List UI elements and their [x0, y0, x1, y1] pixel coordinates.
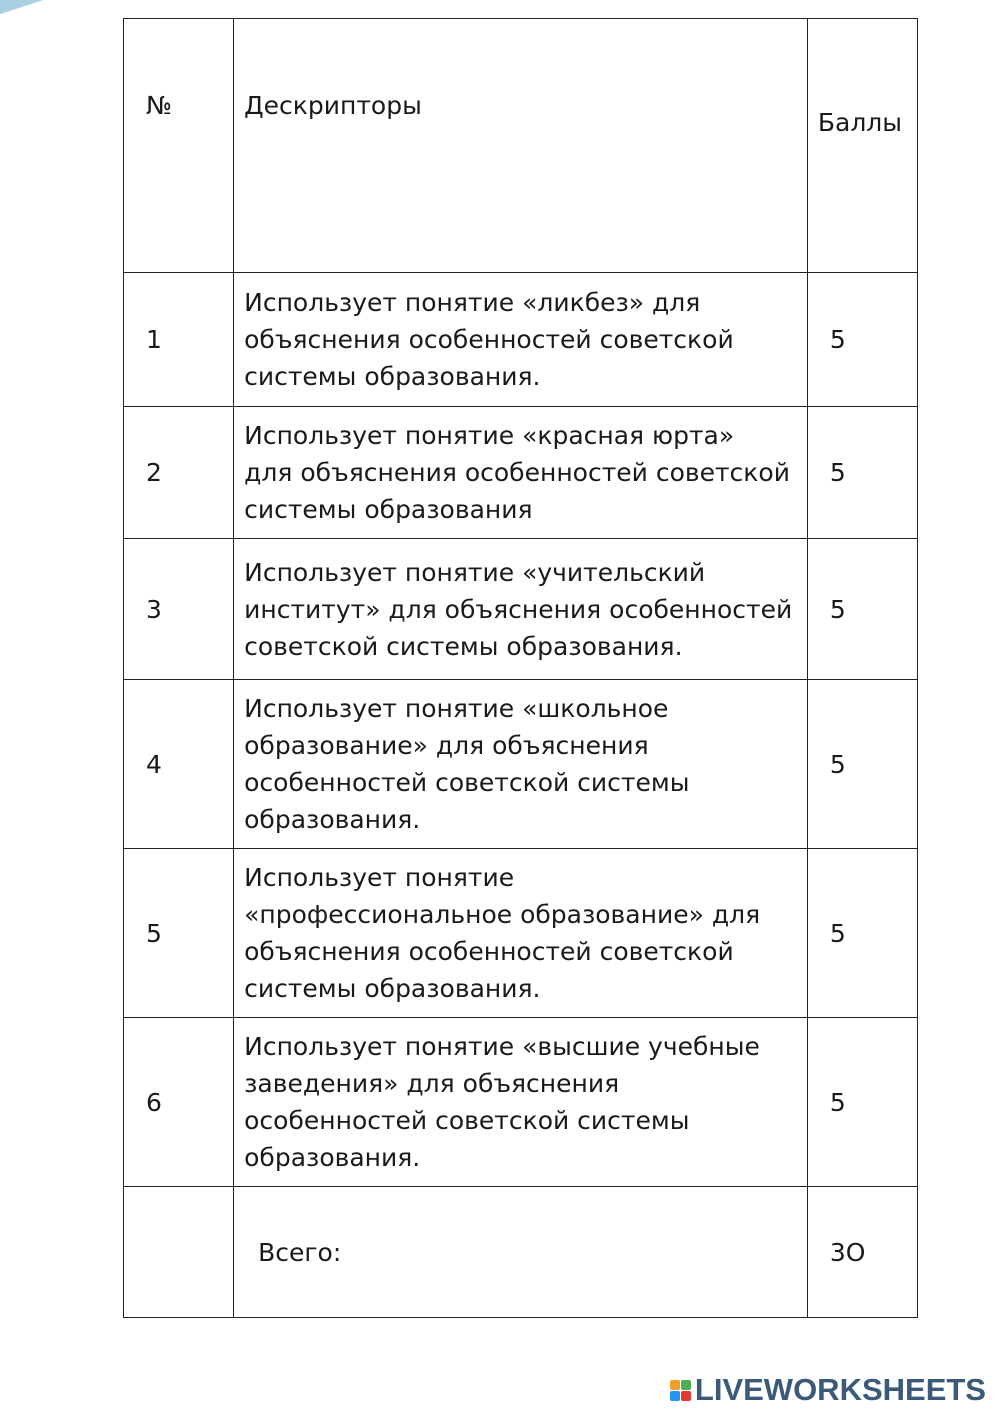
- table-row: [124, 1018, 918, 1187]
- liveworksheets-logo-icon: [670, 1380, 691, 1401]
- row-descriptor-text: Использует понятие «ликбез» для объяснения особенностей советской системы образования.: [244, 288, 734, 391]
- table-row: [124, 273, 918, 407]
- row-descriptor-text: Использует понятие «школьное образование» для объяснения особенностей советской системы образования.: [244, 694, 690, 834]
- row-descriptor: [234, 849, 808, 1018]
- row-score: 5: [807, 539, 917, 680]
- table-row: [124, 407, 918, 539]
- table-row: [124, 680, 918, 849]
- row-num: 6: [124, 1018, 234, 1187]
- total-row: [124, 1187, 918, 1318]
- table-row: [124, 539, 918, 680]
- row-score: 5: [807, 1018, 917, 1187]
- table-row: [124, 849, 918, 1018]
- row-descriptor-text: Использует понятие «профессиональное образование» для объяснения особенностей советской системы образования.: [244, 863, 761, 1003]
- row-score: 5: [807, 680, 917, 849]
- logo-square: [670, 1380, 680, 1390]
- row-descriptor-text: Использует понятие «учительский институт» для объяснения особенностей советской системы образования.: [244, 557, 793, 661]
- logo-square: [681, 1391, 691, 1401]
- total-value: 3О: [807, 1187, 917, 1318]
- total-empty-cell: [124, 1187, 234, 1318]
- row-descriptor: [234, 1018, 808, 1187]
- row-num: 2: [124, 407, 234, 539]
- brand-name: LIVEWORKSHEETS: [694, 1372, 986, 1407]
- row-score: 5: [807, 273, 917, 407]
- row-score: 5: [807, 849, 917, 1018]
- row-num: 3: [124, 539, 234, 680]
- row-descriptor: [234, 407, 808, 539]
- descriptor-rubric-table: [123, 18, 918, 1318]
- logo-square: [670, 1391, 680, 1401]
- row-descriptor-text: Использует понятие «красная юрта» для объяснения особенностей советской системы образования: [244, 421, 790, 524]
- header-descriptors: Дескрипторы: [234, 19, 808, 273]
- liveworksheets-logo: [670, 1372, 986, 1408]
- row-num: 4: [124, 680, 234, 849]
- logo-square: [681, 1380, 691, 1390]
- row-descriptor: [234, 273, 808, 407]
- row-score: 5: [807, 407, 917, 539]
- header-num: №: [124, 19, 234, 273]
- row-descriptor: [234, 680, 808, 849]
- row-num: 1: [124, 273, 234, 407]
- row-descriptor-text: Использует понятие «высшие учебные заведения» для объяснения особенностей советской системы образования.: [244, 1032, 760, 1172]
- total-label: Всего:: [234, 1187, 808, 1318]
- header-score: Баллы: [807, 19, 917, 273]
- row-num: 5: [124, 849, 234, 1018]
- row-descriptor: [234, 539, 808, 680]
- table-header-row: [124, 19, 918, 273]
